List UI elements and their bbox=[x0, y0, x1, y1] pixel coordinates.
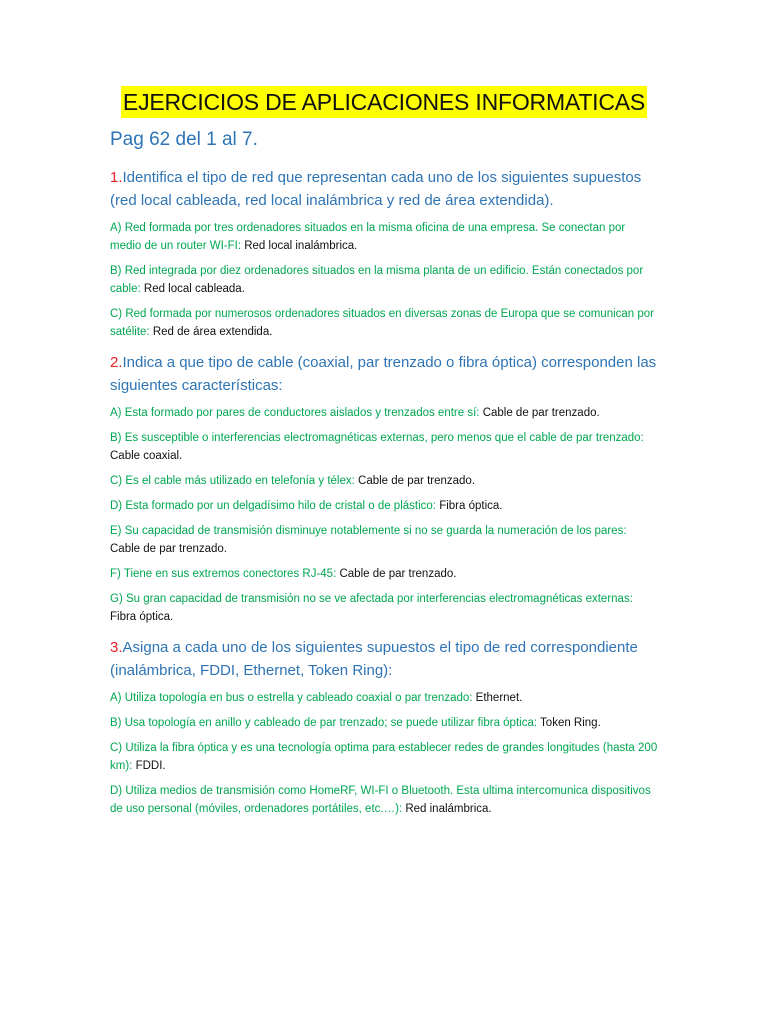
item-text: A) Utiliza topología en bus o estrella y cableado coaxial o par trenzado: bbox=[110, 692, 473, 704]
item-text: G) Su gran capacidad de transmisión no se ve afectada por interferencias electromagnéticas externas: bbox=[110, 593, 633, 605]
item-solution: Fibra óptica. bbox=[439, 500, 503, 512]
item-text: A) Esta formado por pares de conductores aislados y trenzados entre sí: bbox=[110, 407, 480, 419]
item-solution: Red local inalámbrica. bbox=[244, 240, 358, 252]
question-text: Identifica el tipo de red que representan cada uno de los siguientes supuestos (red local cableada, red local inalámbrica y red de área extendida). bbox=[110, 169, 642, 209]
item-text: C) Utiliza la fibra óptica y es una tecnología optima para establecer redes de grandes longitudes (hasta 200 km): bbox=[110, 742, 658, 772]
answer-item bbox=[110, 714, 658, 732]
question-number: 1. bbox=[110, 169, 123, 186]
question-number: 3. bbox=[110, 639, 123, 656]
item-solution: Token Ring. bbox=[540, 717, 601, 729]
page-title: EJERCICIOS DE APLICACIONES INFORMATICAS bbox=[121, 86, 647, 118]
item-solution: Cable de par trenzado. bbox=[482, 407, 600, 419]
item-solution: Fibra óptica. bbox=[110, 611, 174, 623]
answer-item bbox=[110, 404, 658, 422]
item-solution: Cable coaxial. bbox=[110, 450, 183, 462]
item-solution: FDDI. bbox=[135, 760, 166, 772]
question-text: Indica a que tipo de cable (coaxial, par trenzado o fibra óptica) corresponden las siguientes características: bbox=[110, 354, 657, 394]
answer-item bbox=[110, 782, 658, 818]
item-text: E) Su capacidad de transmisión disminuye notablemente si no se guarda la numeración de los pares: bbox=[110, 525, 627, 537]
item-text: D) Esta formado por un delgadísimo hilo de cristal o de plástico: bbox=[110, 500, 436, 512]
question-text: Asigna a cada uno de los siguientes supuestos el tipo de red correspondiente (inalámbrica, FDDI, Ethernet, Token Ring): bbox=[110, 639, 638, 679]
item-text: C) Es el cable más utilizado en telefonía y télex: bbox=[110, 475, 355, 487]
question-1 bbox=[110, 166, 658, 212]
item-text: D) Utiliza medios de transmisión como HomeRF, WI-FI o Bluetooth. Esta ultima intercomunica dispositivos de uso personal (móviles, ordenadores portátiles, etc.…): bbox=[110, 785, 651, 815]
item-solution: Cable de par trenzado. bbox=[339, 568, 457, 580]
item-text: B) Red integrada por diez ordenadores situados en la misma planta de un edificio. Están conectados por cable: bbox=[110, 265, 644, 295]
item-solution: Cable de par trenzado. bbox=[110, 543, 227, 555]
item-text: A) Red formada por tres ordenadores situados en la misma oficina de una empresa. Se conectan por medio de un router WI-FI: bbox=[110, 222, 626, 252]
item-text: C) Red formada por numerosos ordenadores situados en diversas zonas de Europa que se comunican por satélite: bbox=[110, 308, 655, 338]
item-solution: Red de área extendida. bbox=[152, 326, 273, 338]
question-number: 2. bbox=[110, 354, 123, 371]
item-text: B) Usa topología en anillo y cableado de par trenzado; se puede utilizar fibra óptica: bbox=[110, 717, 538, 729]
answer-item bbox=[110, 739, 658, 775]
answer-item bbox=[110, 305, 658, 341]
title-wrap bbox=[110, 0, 658, 118]
item-solution: Red inalámbrica. bbox=[405, 803, 492, 815]
question-2 bbox=[110, 351, 658, 397]
page-subtitle: Pag 62 del 1 al 7. bbox=[110, 129, 258, 150]
answer-item bbox=[110, 429, 658, 465]
item-text: B) Es susceptible o interferencias electromagnéticas externas, pero menos que el cable de par trenzado: bbox=[110, 432, 644, 444]
item-text: F) Tiene en sus extremos conectores RJ-45: bbox=[110, 568, 337, 580]
answer-item bbox=[110, 590, 658, 626]
item-solution: Red local cableada. bbox=[143, 283, 245, 295]
answer-item bbox=[110, 472, 658, 490]
answer-item bbox=[110, 522, 658, 558]
answer-item bbox=[110, 262, 658, 298]
question-3 bbox=[110, 636, 658, 682]
answer-item bbox=[110, 689, 658, 707]
item-solution: Cable de par trenzado. bbox=[358, 475, 476, 487]
answer-item bbox=[110, 497, 658, 515]
answer-item bbox=[110, 565, 658, 583]
item-solution: Ethernet. bbox=[475, 692, 523, 704]
answer-item bbox=[110, 219, 658, 255]
